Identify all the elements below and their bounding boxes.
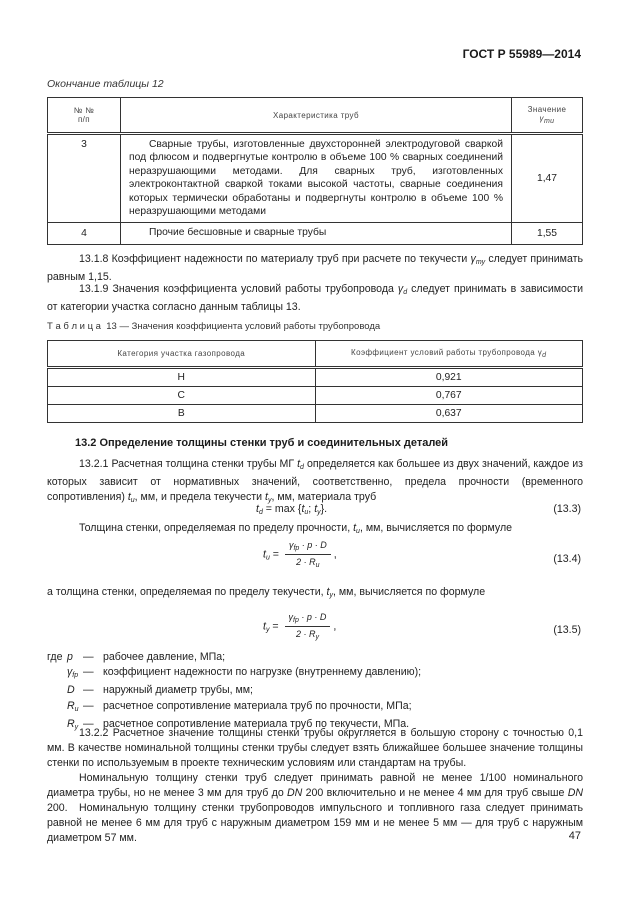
fraction: $\frac{\gamma_{fp} \cdot p \cdot D}{2 \cdot R_y}$ [285,612,331,641]
row-number: 3 [48,134,121,223]
paragraph-13-1-9: 13.1.9 Значения коэффициента условий работы трубопровода $\gamma_d$ следует принимать в зависимости от категории участка согласно данным таблицы 13. [47,283,584,313]
equation-13-3: $t_d = \max \{t_u$; $t_y$}. [256,503,328,516]
page-number: 47 [568,830,581,842]
table-12-continuation-label: Окончание таблицы 12 [47,78,164,90]
table-13-header-row [48,341,583,368]
table-13 [47,340,583,423]
table-row [48,223,583,244]
legend-item: $R_u$ — расчетное сопротивление материала труб по прочности, МПа; [67,699,412,713]
paragraph-13-2-1: 13.2.1 Расчетная толщина стенки трубы МГ $t_d$ определяется как большее из двух значений, каждое из которых зависит от нормативных значений, соответственно, предела прочности (временного сопротивления) $t_u$, мм, и предела текучести $t_y$, мм, материала труб [47,458,583,504]
table-12-col-value: Значение γmu [512,98,583,134]
section-13-2-heading: 13.2 Определение толщины стенки труб и соединительных деталей [75,437,449,449]
fraction: $\frac{\gamma_{fp} \cdot p \cdot D}{2 \cdot R_u}$ [285,540,331,569]
table-13-caption: Т а б л и ц а 13 — Значения коэффициента условий работы трубопровода [47,321,381,332]
table-row [48,134,583,223]
category-cell: С [48,387,316,405]
paragraph-impulse-gas: Номинальную толщину стенки трубопроводов импульсного и топливного газа следует принимать равной не менее 6 мм для труб с наружным диаметром 159 мм и не менее 5 мм — для труб с наружным диаметром 57 мм. [47,802,583,844]
category-cell: Н [48,368,316,387]
coefficient-cell: 0,637 [315,405,583,423]
table-13-col-category: Категория участка газопровода [48,341,316,368]
row-description: Сварные трубы, изготовленные двухсторонней электродуговой сваркой под флюсом и подвергнутые контролю в объеме 100 % сварных соединений неразрушающими методами. Для сварных труб, изготовленных электроконтактной сваркой токами высокой частоты, сварные соединения которых термически обработаны и подвергнуты контролю в объеме 100 % неразрушающими методами [121,134,512,223]
equation-number-13-3: (13.3) [553,503,581,515]
equation-number-13-5: (13.5) [553,624,581,636]
paragraph-13-2-2: 13.2.2 Расчетное значение толщины стенки трубы округляется в большую сторону с точностью 0,1 мм. В качестве номинальной толщины стенки трубы следует взять ближайшее большее значение толщины стенки по используемым в проекте техническим условиям или стандартам на трубы. [47,727,583,769]
row-value: 1,55 [512,223,583,244]
equation-number-13-4: (13.4) [553,553,581,565]
paragraph-tu-intro: Толщина стенки, определяемая по пределу прочности, $t_u$, мм, вычисляется по формуле [79,522,513,535]
paragraph-13-1-8: 13.1.8 Коэффициент надежности по материалу труб при расчете по текучести $\gamma_{my}$ следует принимать равным 1,15. [47,253,583,283]
variable-legend [47,650,421,735]
coefficient-cell: 0,767 [315,387,583,405]
equation-13-5: $t_y$ = $\frac{\gamma_{fp} \cdot p \cdot D}{2 \cdot R_y}$ , [263,612,337,641]
legend-item: D — наружный диаметр трубы, мм; [67,684,253,697]
table-row [48,405,583,423]
legend-item: где p — рабочее давление, МПа; [47,651,226,663]
table-row [48,368,583,387]
paragraph-ty-intro: а толщина стенки, определяемая по пределу текучести, $t_y$, мм, вычисляется по формуле [47,586,486,599]
row-description: Прочие бесшовные и сварные трубы [121,223,512,244]
legend-item: $\gamma_{fp}$ — коэффициент надежности по нагрузке (внутреннему давлению); [67,666,422,680]
table-13-col-coefficient: Коэффициент условий работы трубопровода γd [315,341,583,368]
paragraph-nominal-thickness: Номинальную толщину стенки труб следует принимать равной не менее 1/100 номинального диаметра трубы, но не менее 3 мм для труб до DN 200 включительно и не менее 4 мм для труб свыше DN 200. [47,772,583,814]
table-12-col-characteristic: Характеристика труб [121,98,512,134]
row-value: 1,47 [512,134,583,223]
legend-item: $R_y$ — расчетное сопротивление материала труб по текучести, МПа. [67,717,410,731]
coefficient-cell: 0,921 [315,368,583,387]
category-cell: В [48,405,316,423]
equation-13-4: $t_u$ = $\frac{\gamma_{fp} \cdot p \cdot D}{2 \cdot R_u}$ , [263,540,337,569]
table-12-header-row [48,98,583,134]
document-code: ГОСТ Р 55989—2014 [462,47,581,61]
row-number: 4 [48,223,121,244]
table-row [48,387,583,405]
table-12-col-number: № № п/п [48,98,121,134]
table-12 [47,97,583,245]
